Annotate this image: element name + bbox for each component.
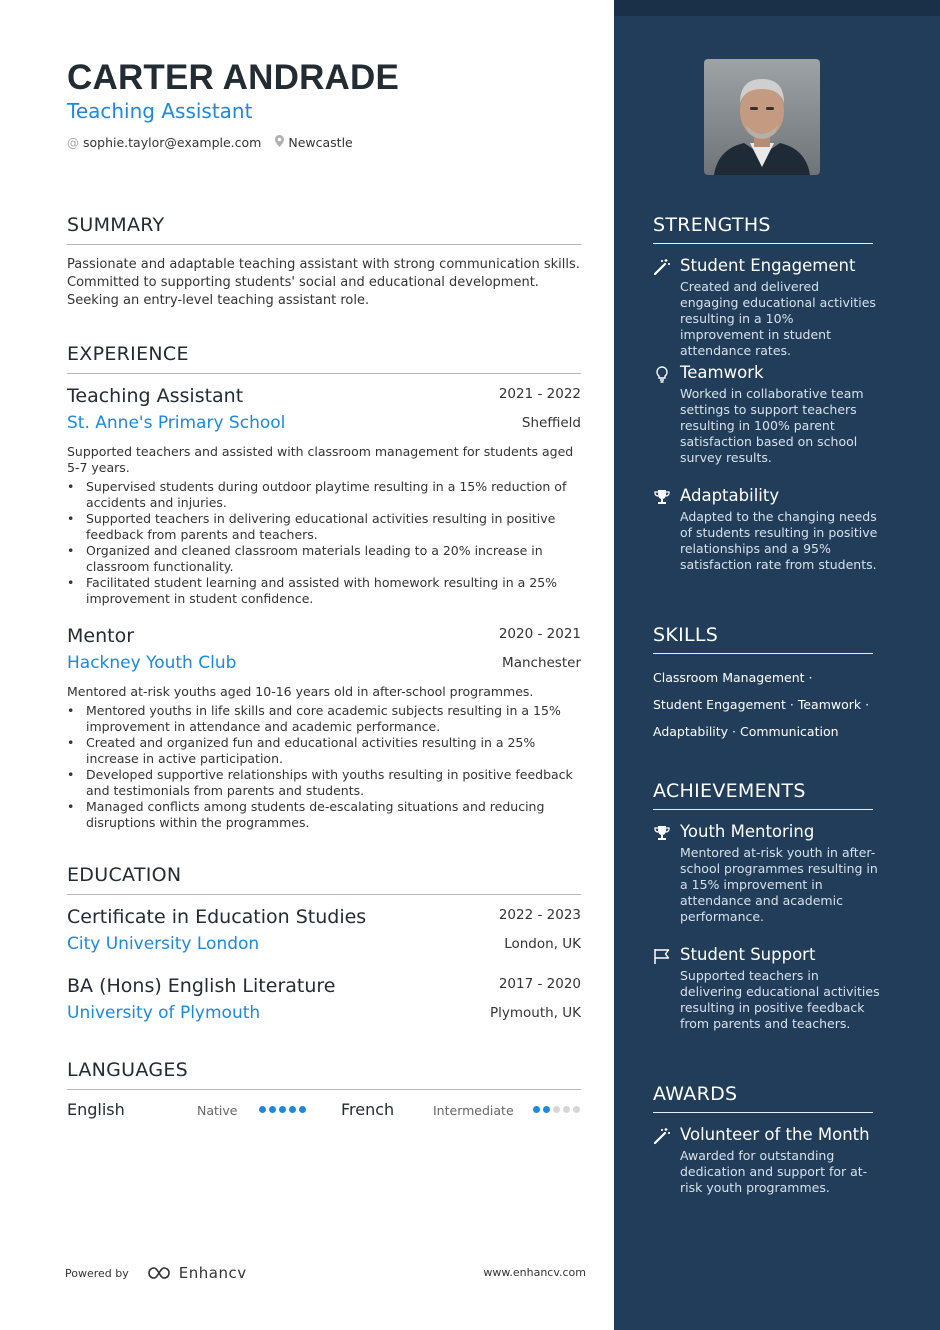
- candidate-name: CARTER ANDRADE: [67, 58, 400, 97]
- bullet-item: • Supported teachers in delivering educational activities resulting in positive feedback from parents and teachers.: [67, 511, 581, 543]
- job-location: Manchester: [502, 655, 581, 671]
- strengths-heading: STRENGTHS: [653, 214, 873, 244]
- languages-heading: LANGUAGES: [67, 1059, 581, 1090]
- language-level: Native: [197, 1103, 238, 1118]
- job-bullets: [67, 479, 581, 607]
- education-heading: EDUCATION: [67, 864, 581, 895]
- job-description: Mentored at-risk youths aged 10-16 years old in after-school programmes.: [67, 684, 534, 699]
- achievement-title: Student Support: [680, 945, 816, 964]
- school-name: City University London: [67, 934, 260, 954]
- rating-dot-filled: [259, 1106, 266, 1113]
- rating-dot-filled: [279, 1106, 286, 1113]
- brand-name: Enhancv: [178, 1264, 247, 1282]
- school-location: Plymouth, UK: [489, 1005, 581, 1021]
- job-title: Mentor: [67, 625, 135, 647]
- achievements-heading: ACHIEVEMENTS: [653, 780, 873, 810]
- job-description: Supported teachers and assisted with classroom management for students aged 5-7 years.: [67, 444, 574, 475]
- lightbulb-icon: [653, 365, 671, 383]
- job-dates: 2020 - 2021: [498, 626, 581, 642]
- bullet-item: • Managed conflicts among students de-escalating situations and reducing disruptions within the programmes.: [67, 799, 581, 831]
- skills-list: [653, 664, 883, 745]
- enhancv-logo[interactable]: [147, 1264, 247, 1282]
- bullet-item: • Facilitated student learning and assisted with homework resulting in a 25% improvement in student confidence.: [67, 575, 581, 607]
- footer-url[interactable]: www.enhancv.com: [483, 1266, 586, 1279]
- job-location: Sheffield: [521, 415, 581, 431]
- enhancv-logo-icon: [147, 1265, 179, 1281]
- degree-dates: 2017 - 2020: [498, 976, 581, 992]
- trophy-icon: [653, 488, 671, 506]
- bullet-item: • Created and organized fun and educational activities resulting in a 25% increase in active participation.: [67, 735, 581, 767]
- achievement-text: Supported teachers in delivering educational activities resulting in positive feedback from parents and teachers.: [680, 968, 880, 1031]
- job-title: Teaching Assistant: [67, 385, 244, 407]
- flag-icon: [653, 947, 671, 965]
- strength-title: Adaptability: [680, 486, 780, 505]
- bullet-item: • Organized and cleaned classroom materials leading to a 20% increase in classroom functionality.: [67, 543, 581, 575]
- award-text: Awarded for outstanding dedication and support for at-risk youth programmes.: [680, 1148, 868, 1195]
- bullet-item: • Mentored youths in life skills and core academic subjects resulting in a 15% improvement in attendance and academic performance.: [67, 703, 581, 735]
- skills-line: Adaptability · Communication: [653, 724, 839, 739]
- rating-dot-empty: [573, 1106, 580, 1113]
- bullet-item: • Developed supportive relationships with youths resulting in positive feedback and testimonials from parents and students.: [67, 767, 581, 799]
- location-item: [275, 135, 352, 150]
- rating-dot-empty: [563, 1106, 570, 1113]
- location-pin-icon: [275, 135, 284, 150]
- job-dates: 2021 - 2022: [498, 386, 581, 402]
- trophy-icon: [653, 824, 671, 842]
- school-name: University of Plymouth: [67, 1003, 261, 1023]
- achievement-title: Youth Mentoring: [680, 822, 815, 841]
- strength-title: Student Engagement: [680, 256, 856, 275]
- magic-wand-icon: [653, 258, 671, 276]
- skills-heading: SKILLS: [653, 624, 873, 654]
- at-icon: @: [67, 135, 79, 150]
- experience-heading: EXPERIENCE: [67, 343, 581, 374]
- language-name: French: [341, 1100, 395, 1119]
- location-text: Newcastle: [288, 135, 353, 150]
- job-organization: Hackney Youth Club: [67, 653, 237, 673]
- sidebar: [614, 0, 940, 1330]
- language-rating: [533, 1106, 583, 1113]
- powered-by-label: Powered by: [65, 1266, 129, 1280]
- skills-line: Classroom Management ·: [653, 670, 813, 685]
- skills-line: Student Engagement · Teamwork ·: [653, 697, 870, 712]
- rating-dot-empty: [553, 1106, 560, 1113]
- strength-text: Adapted to the changing needs of students resulting in positive relationships and a 95% satisfaction rate from students.: [680, 509, 878, 572]
- strength-text: Worked in collaborative team settings to support teachers resulting in 100% parent satisfaction based on school survey results.: [680, 386, 864, 465]
- rating-dot-filled: [299, 1106, 306, 1113]
- rating-dot-filled: [269, 1106, 276, 1113]
- contact-bar: [67, 135, 367, 150]
- language-level: Intermediate: [433, 1103, 514, 1118]
- powered-by: [65, 1264, 247, 1282]
- summary-text: Passionate and adaptable teaching assistant with strong communication skills. Committed to supporting students' social and educational development. Seeking an entry-level teaching assistant role.: [67, 257, 580, 308]
- language-rating: [259, 1106, 309, 1113]
- rating-dot-filled: [289, 1106, 296, 1113]
- rating-dot-filled: [543, 1106, 550, 1113]
- profile-photo: [704, 59, 820, 175]
- bullet-item: • Supervised students during outdoor playtime resulting in a 15% reduction of accidents and injuries.: [67, 479, 581, 511]
- sidebar-top-band: [614, 0, 940, 16]
- rating-dot-filled: [533, 1106, 540, 1113]
- achievement-text: Mentored at-risk youth in after-school programmes resulting in a 15% improvement in attendance and academic performance.: [680, 845, 878, 924]
- languages-row: [67, 1100, 581, 1122]
- candidate-title: Teaching Assistant: [67, 99, 253, 123]
- strength-title: Teamwork: [680, 363, 764, 382]
- job-organization: St. Anne's Primary School: [67, 413, 286, 433]
- language-name: English: [67, 1100, 125, 1119]
- job-bullets: [67, 703, 581, 831]
- degree-title: BA (Hons) English Literature: [67, 975, 336, 997]
- magic-wand-icon: [653, 1127, 671, 1145]
- awards-heading: AWARDS: [653, 1083, 873, 1113]
- school-location: London, UK: [504, 936, 581, 952]
- email-text: sophie.taylor@example.com: [83, 135, 262, 150]
- strength-text: Created and delivered engaging educational activities resulting in a 10% improvement in student attendance rates.: [680, 279, 876, 358]
- email-item[interactable]: [67, 135, 261, 150]
- degree-title: Certificate in Education Studies: [67, 906, 367, 928]
- degree-dates: 2022 - 2023: [498, 907, 581, 923]
- award-title: Volunteer of the Month: [680, 1125, 870, 1144]
- summary-heading: SUMMARY: [67, 214, 581, 245]
